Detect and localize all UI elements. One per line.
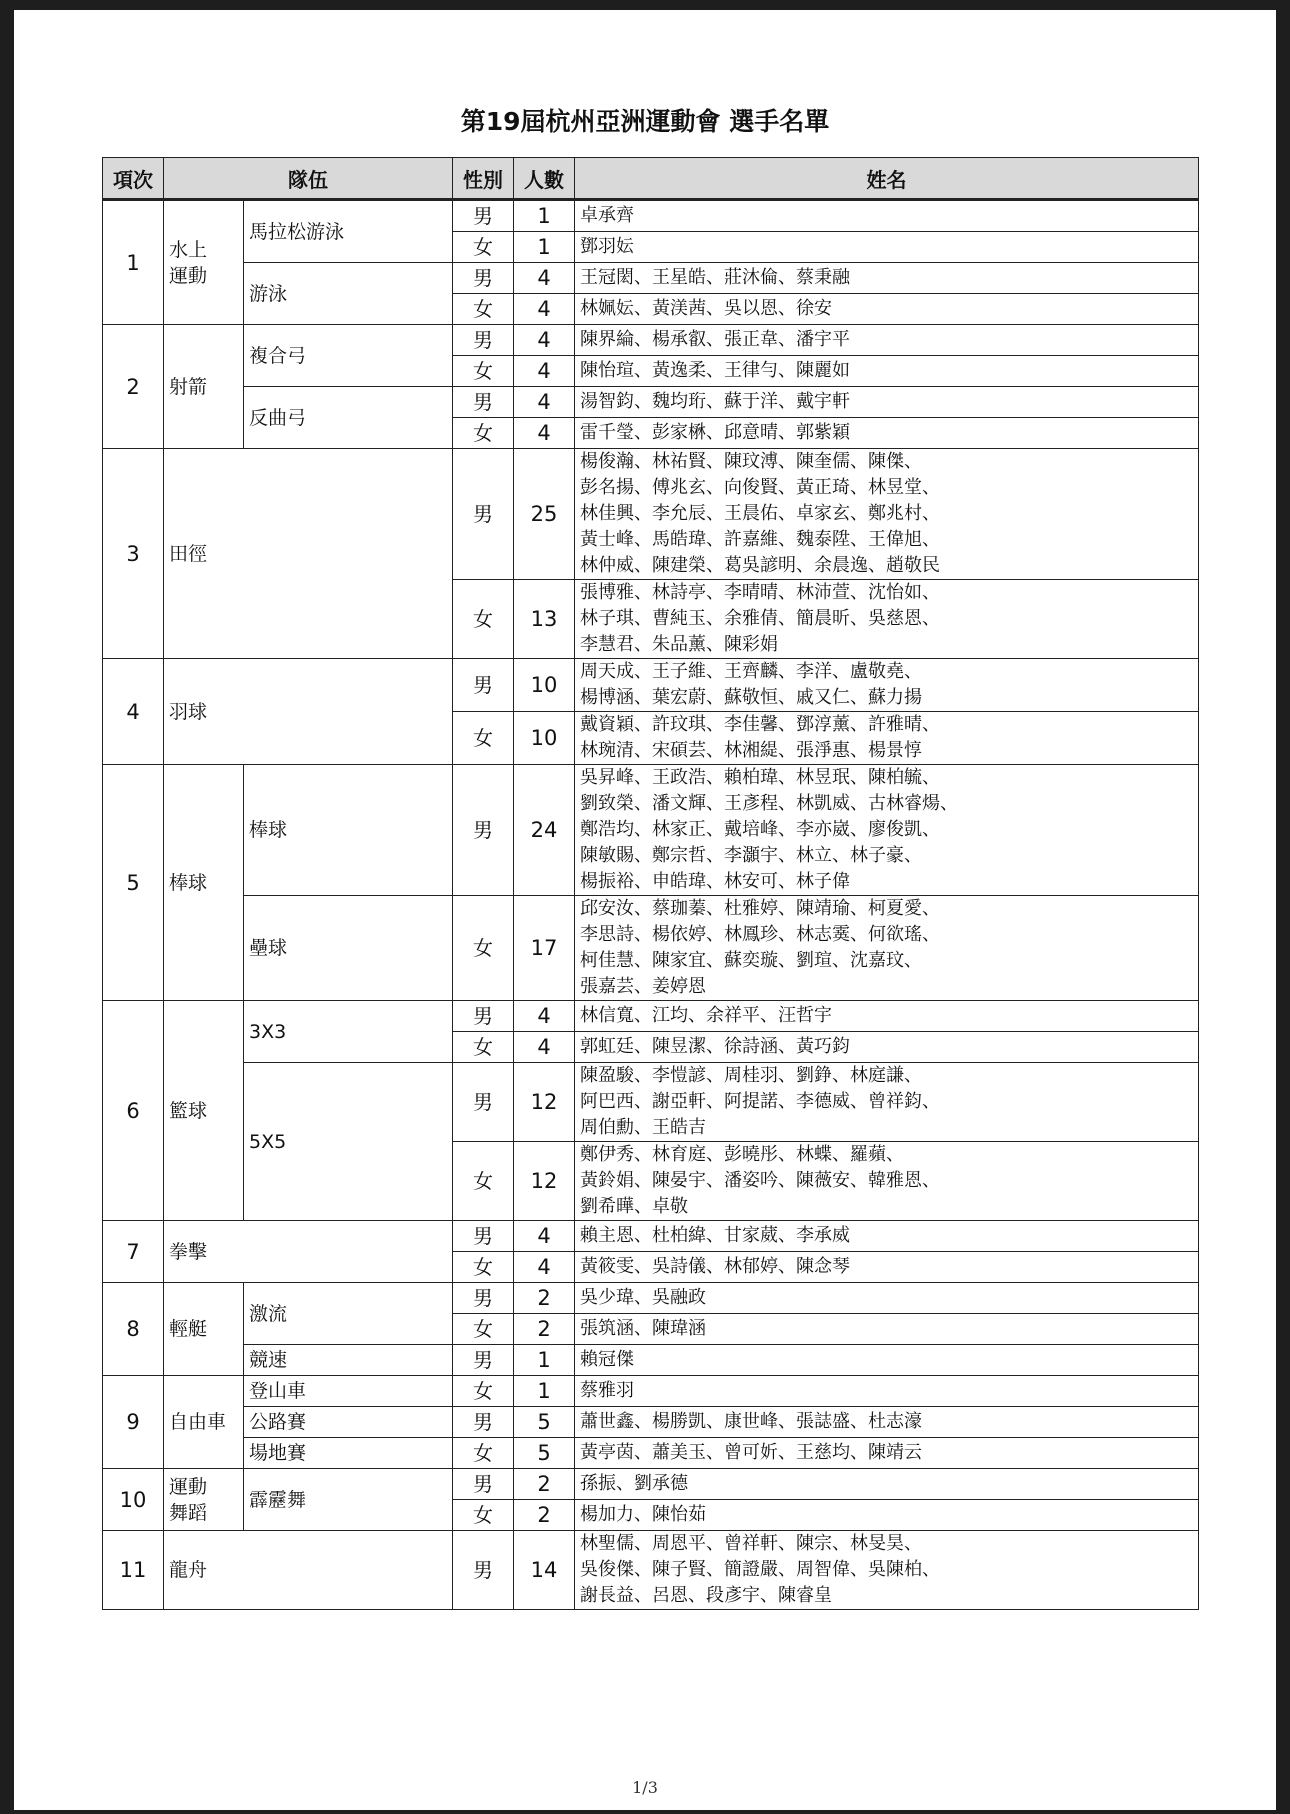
names-cell: 吳昇峰、王政浩、賴柏瑋、林昱珉、陳柏毓、 劉致榮、潘文輝、王彥程、林凱威、古林睿煬、 鄭浩均、林家正、戴培峰、李亦崴、廖俊凱、 陳敏賜、鄭宗哲、李灝宇、林立、林子豪、 楊振裕、申皓瑋、林安可、林子偉 [575, 765, 1199, 896]
table-row [103, 1376, 1199, 1407]
table-row [103, 896, 1199, 1001]
team-category: 輕艇 [164, 1283, 244, 1376]
count-cell: 1 [514, 200, 575, 232]
team-event: 霹靂舞 [244, 1469, 453, 1531]
gender-cell: 女 [453, 1500, 514, 1531]
table-row [103, 1283, 1199, 1314]
item-number: 2 [103, 325, 164, 449]
names-cell: 蕭世鑫、楊勝凱、康世峰、張誌盛、杜志濠 [575, 1407, 1199, 1438]
gender-cell: 男 [453, 1283, 514, 1314]
names-cell: 楊加力、陳怡茹 [575, 1500, 1199, 1531]
document-title: 第19屆杭州亞洲運動會 選手名單 [460, 107, 830, 136]
table-row [103, 1407, 1199, 1438]
names-cell: 雷千瑩、彭家楙、邱意晴、郭紫穎 [575, 418, 1199, 449]
table-row [103, 1221, 1199, 1252]
count-cell: 4 [514, 418, 575, 449]
names-cell: 戴資穎、許玟琪、李佳馨、鄧淳薰、許雅晴、 林琬清、宋碩芸、林湘緹、張淨惠、楊景惇 [575, 712, 1199, 765]
names-cell: 黃筱雯、吳詩儀、林郁婷、陳念琴 [575, 1252, 1199, 1283]
names-cell: 賴主恩、杜柏緯、甘家葳、李承威 [575, 1221, 1199, 1252]
count-cell: 4 [514, 263, 575, 294]
header-names: 姓名 [575, 158, 1199, 200]
item-number: 6 [103, 1001, 164, 1221]
item-number: 9 [103, 1376, 164, 1469]
team-category: 射箭 [164, 325, 244, 449]
names-cell: 陳盈駿、李愷諺、周桂羽、劉錚、林庭謙、 阿巴西、謝亞軒、阿提諾、李德威、曾祥鈞、 周伯勳、王皓吉 [575, 1063, 1199, 1142]
count-cell: 4 [514, 356, 575, 387]
count-cell: 4 [514, 325, 575, 356]
gender-cell: 女 [453, 1376, 514, 1407]
item-number: 11 [103, 1531, 164, 1610]
names-cell: 黃亭茵、蕭美玉、曾可妡、王慈均、陳靖云 [575, 1438, 1199, 1469]
team-category: 田徑 [164, 449, 453, 659]
table-row [103, 765, 1199, 896]
gender-cell: 男 [453, 1345, 514, 1376]
table-header-row [103, 158, 1199, 200]
names-cell: 邱安汝、蔡珈蓁、杜雅婷、陳靖瑜、柯夏愛、 李思詩、楊依婷、林鳳珍、林志霙、何欲瑤、 柯佳慧、陳家宜、蘇奕璇、劉瑄、沈嘉玟、 張嘉芸、姜婷恩 [575, 896, 1199, 1001]
team-category: 拳擊 [164, 1221, 453, 1283]
team-event: 競速 [244, 1345, 453, 1376]
names-cell: 楊俊瀚、林祐賢、陳玟溥、陳奎儒、陳傑、 彭名揚、傅兆玄、向俊賢、黃正琦、林昱堂、 林佳興、李允辰、王晨佑、卓家玄、鄭兆村、 黃士峰、馬皓瑋、許嘉維、魏泰陞、王偉旭、 林仲威、陳建榮、葛吳諺明、余晨逸、趙敬民 [575, 449, 1199, 580]
count-cell: 2 [514, 1500, 575, 1531]
item-number: 3 [103, 449, 164, 659]
count-cell: 13 [514, 580, 575, 659]
table-row [103, 263, 1199, 294]
table-row [103, 1438, 1199, 1469]
names-cell: 林聖儒、周恩平、曾祥軒、陳宗、林旻昊、 吳俊傑、陳子賢、簡證嚴、周智偉、吳陳柏、 謝長益、呂恩、段彥宇、陳睿皇 [575, 1531, 1199, 1610]
team-category: 自由車 [164, 1376, 244, 1469]
table-row [103, 200, 1199, 232]
gender-cell: 男 [453, 1001, 514, 1032]
count-cell: 2 [514, 1469, 575, 1500]
header-count: 人數 [514, 158, 575, 200]
table-row [103, 659, 1199, 712]
count-cell: 14 [514, 1531, 575, 1610]
item-number: 10 [103, 1469, 164, 1531]
names-cell: 周天成、王子維、王齊麟、李洋、盧敬堯、 楊博涵、葉宏蔚、蘇敬恒、戚又仁、蘇力揚 [575, 659, 1199, 712]
table-row [103, 1469, 1199, 1500]
names-cell: 吳少瑋、吳融政 [575, 1283, 1199, 1314]
count-cell: 2 [514, 1314, 575, 1345]
document-page [14, 10, 1276, 1810]
team-category: 籃球 [164, 1001, 244, 1221]
count-cell: 4 [514, 1252, 575, 1283]
count-cell: 12 [514, 1142, 575, 1221]
count-cell: 4 [514, 1001, 575, 1032]
count-cell: 4 [514, 1032, 575, 1063]
table-row [103, 1531, 1199, 1610]
team-event: 反曲弓 [244, 387, 453, 449]
gender-cell: 男 [453, 200, 514, 232]
count-cell: 4 [514, 1221, 575, 1252]
count-cell: 12 [514, 1063, 575, 1142]
count-cell: 1 [514, 1345, 575, 1376]
names-cell: 卓承齊 [575, 200, 1199, 232]
count-cell: 10 [514, 712, 575, 765]
count-cell: 1 [514, 1376, 575, 1407]
count-cell: 5 [514, 1407, 575, 1438]
item-number: 8 [103, 1283, 164, 1376]
header-gender: 性別 [453, 158, 514, 200]
names-cell: 孫振、劉承德 [575, 1469, 1199, 1500]
count-cell: 4 [514, 387, 575, 418]
names-cell: 王冠閎、王星皓、莊沐倫、蔡秉融 [575, 263, 1199, 294]
team-event: 複合弓 [244, 325, 453, 387]
count-cell: 2 [514, 1283, 575, 1314]
team-event: 壘球 [244, 896, 453, 1001]
team-event: 馬拉松游泳 [244, 200, 453, 263]
gender-cell: 女 [453, 1314, 514, 1345]
table-row [103, 1001, 1199, 1032]
gender-cell: 女 [453, 294, 514, 325]
page-number: 1/3 [632, 1778, 658, 1797]
names-cell: 林姵妘、黃渼茜、吳以恩、徐安 [575, 294, 1199, 325]
gender-cell: 女 [453, 1252, 514, 1283]
table-row [103, 325, 1199, 356]
team-category: 運動 舞蹈 [164, 1469, 244, 1531]
team-event: 游泳 [244, 263, 453, 325]
count-cell: 5 [514, 1438, 575, 1469]
team-event: 公路賽 [244, 1407, 453, 1438]
team-category: 水上 運動 [164, 200, 244, 325]
gender-cell: 女 [453, 1032, 514, 1063]
gender-cell: 女 [453, 1142, 514, 1221]
count-cell: 1 [514, 232, 575, 263]
names-cell: 鄧羽妘 [575, 232, 1199, 263]
count-cell: 17 [514, 896, 575, 1001]
gender-cell: 男 [453, 387, 514, 418]
team-category: 羽球 [164, 659, 453, 765]
team-event: 棒球 [244, 765, 453, 896]
count-cell: 10 [514, 659, 575, 712]
gender-cell: 女 [453, 712, 514, 765]
gender-cell: 女 [453, 418, 514, 449]
item-number: 1 [103, 200, 164, 325]
gender-cell: 男 [453, 449, 514, 580]
table-row [103, 387, 1199, 418]
item-number: 7 [103, 1221, 164, 1283]
team-event: 激流 [244, 1283, 453, 1345]
names-cell: 林信寬、江均、余祥平、汪哲宇 [575, 1001, 1199, 1032]
item-number: 5 [103, 765, 164, 1001]
names-cell: 張筑涵、陳瑋涵 [575, 1314, 1199, 1345]
gender-cell: 男 [453, 765, 514, 896]
names-cell: 蔡雅羽 [575, 1376, 1199, 1407]
gender-cell: 男 [453, 1221, 514, 1252]
gender-cell: 男 [453, 659, 514, 712]
names-cell: 鄭伊秀、林育庭、彭曉彤、林蝶、羅蘋、 黃鈴娟、陳晏宇、潘姿吟、陳薇安、韓雅恩、 劉希曄、卓敬 [575, 1142, 1199, 1221]
gender-cell: 女 [453, 580, 514, 659]
gender-cell: 女 [453, 356, 514, 387]
names-cell: 陳界綸、楊承叡、張正韋、潘宇平 [575, 325, 1199, 356]
roster-table [102, 157, 1199, 1610]
names-cell: 郭虹廷、陳昱潔、徐詩涵、黃巧鈞 [575, 1032, 1199, 1063]
team-category: 棒球 [164, 765, 244, 1001]
gender-cell: 男 [453, 1531, 514, 1610]
item-number: 4 [103, 659, 164, 765]
names-cell: 陳怡瑄、黃逸柔、王律勻、陳麗如 [575, 356, 1199, 387]
team-event: 3X3 [244, 1001, 453, 1063]
gender-cell: 男 [453, 263, 514, 294]
header-team: 隊伍 [164, 158, 453, 200]
team-event: 5X5 [244, 1063, 453, 1221]
gender-cell: 男 [453, 1063, 514, 1142]
gender-cell: 女 [453, 896, 514, 1001]
gender-cell: 女 [453, 232, 514, 263]
table-row [103, 1063, 1199, 1142]
count-cell: 24 [514, 765, 575, 896]
count-cell: 25 [514, 449, 575, 580]
team-category: 龍舟 [164, 1531, 453, 1610]
gender-cell: 男 [453, 1407, 514, 1438]
team-event: 登山車 [244, 1376, 453, 1407]
gender-cell: 女 [453, 1438, 514, 1469]
names-cell: 湯智鈞、魏均珩、蘇于洋、戴宇軒 [575, 387, 1199, 418]
names-cell: 張博雅、林詩亭、李晴晴、林沛萱、沈怡如、 林子琪、曹純玉、余雅倩、簡晨昕、吳慈恩、 李慧君、朱品薰、陳彩娟 [575, 580, 1199, 659]
table-row [103, 449, 1199, 580]
count-cell: 4 [514, 294, 575, 325]
names-cell: 賴冠傑 [575, 1345, 1199, 1376]
gender-cell: 男 [453, 325, 514, 356]
team-event: 場地賽 [244, 1438, 453, 1469]
header-no: 項次 [103, 158, 164, 200]
table-row [103, 1345, 1199, 1376]
gender-cell: 男 [453, 1469, 514, 1500]
